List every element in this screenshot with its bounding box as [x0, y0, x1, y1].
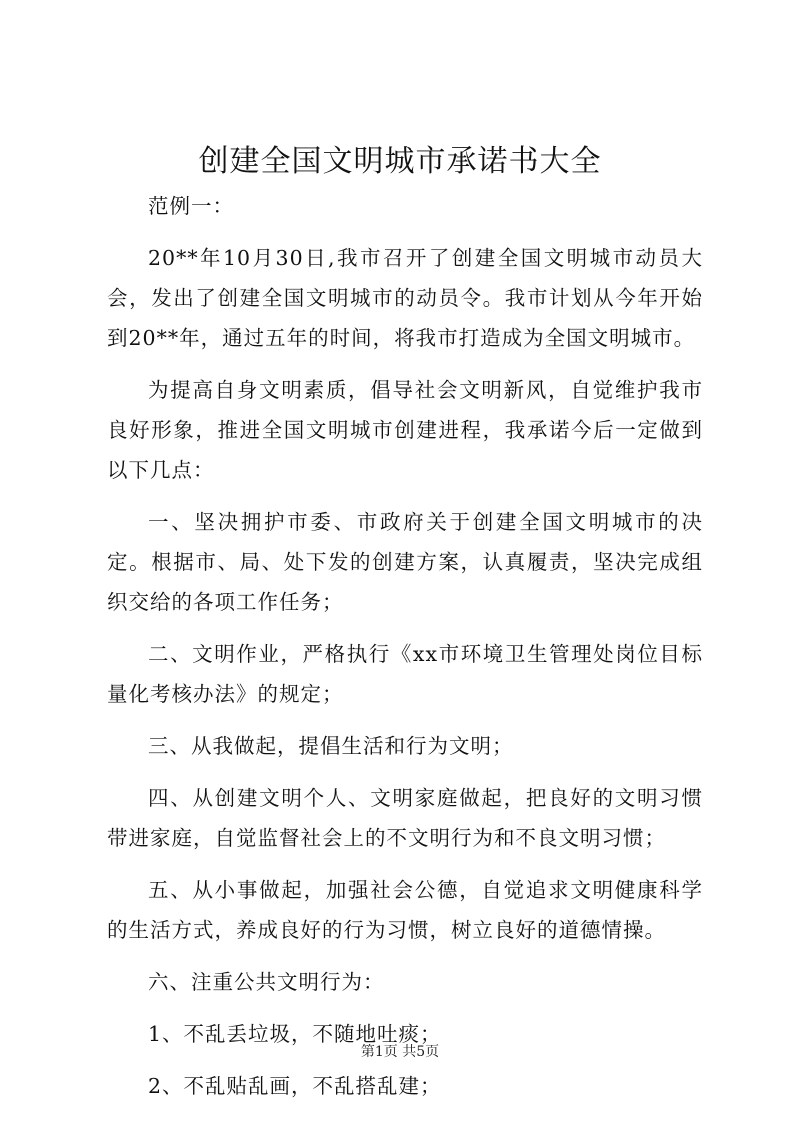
- paragraph-subitem-1: 1、不乱丢垃圾，不随地吐痰；: [148, 1022, 442, 1046]
- paragraph-item-6: 六、注重公共文明行为：: [148, 970, 385, 994]
- document-body: [107, 186, 703, 1118]
- paragraph-example-heading: 范例一：: [148, 194, 234, 218]
- paragraph-item-2: 二、文明作业，严格执行《xx市环境卫生管理处岗位目标量化考核办法》的规定；: [107, 642, 703, 706]
- paragraph-item-1: 一、坚决拥护市委、市政府关于创建全国文明城市的决定。根据市、局、处下发的创建方案，认真履责，坚决完成组织交给的各项工作任务；: [107, 510, 703, 614]
- paragraph-item-3: 三、从我做起，提倡生活和行为文明；: [148, 734, 514, 758]
- paragraph-subitem-2: 2、不乱贴乱画，不乱搭乱建；: [148, 1074, 442, 1098]
- paragraph-item-4: 四、从创建文明个人、文明家庭做起，把良好的文明习惯带进家庭，自觉监督社会上的不文明行为和不良文明习惯；: [107, 786, 703, 850]
- paragraph-item-5: 五、从小事做起，加强社会公德，自觉追求文明健康科学的生活方式，养成良好的行为习惯，树立良好的道德情操。: [107, 878, 703, 942]
- paragraph-mobilization: 20**年10月30日,我市召开了创建全国文明城市动员大会，发出了创建全国文明城市的动员令。我市计划从今年开始到20**年，通过五年的时间，将我市打造成为全国文明城市。: [107, 246, 703, 350]
- page-number-footer: 第1页 共5页: [360, 1044, 440, 1060]
- paragraph-commitment-intro: 为提高自身文明素质，倡导社会文明新风，自觉维护我市良好形象，推进全国文明城市创建进程，我承诺今后一定做到以下几点：: [107, 378, 703, 482]
- document-title: 创建全国文明城市承诺书大全: [198, 144, 602, 179]
